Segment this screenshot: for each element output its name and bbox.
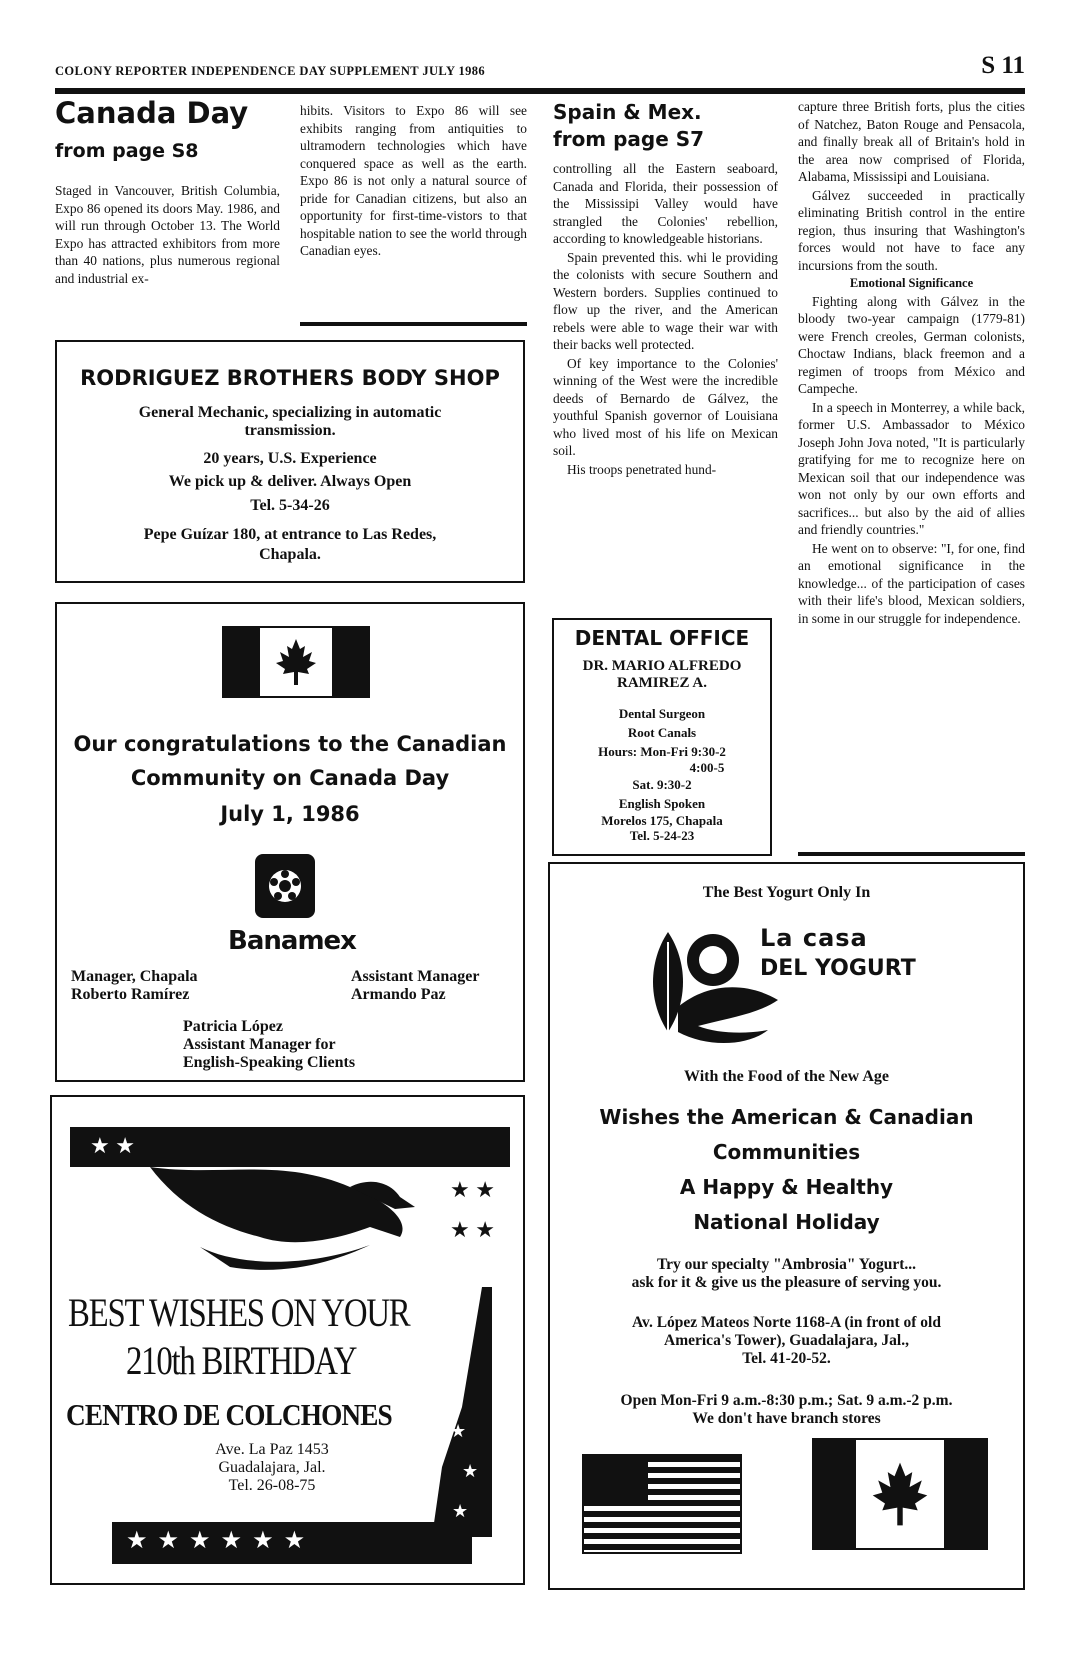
eagle-illustration-icon [70, 1127, 510, 1277]
address-line: Av. López Mateos Norte 1168-A (in front of old [632, 1314, 941, 1331]
phone: Tel. 41-20-52. [742, 1350, 831, 1367]
rodriguez-ad [55, 340, 525, 583]
yogurt-wishes [550, 1100, 1023, 1240]
assistant-name: Armando Paz [351, 986, 446, 1003]
banamex-date: July 1, 1986 [220, 802, 360, 826]
dental-address: Morelos 175, Chapala [601, 813, 723, 828]
hours-value: 4:00-5 [689, 760, 725, 775]
colchones-ad [50, 1095, 525, 1585]
yogurt-address [560, 1314, 1013, 1368]
patricia-name: Patricia López [183, 1018, 283, 1035]
flag-drape-icon [422, 1287, 502, 1537]
spain-mex-col2 [798, 98, 1025, 628]
svg-text:★ ★: ★ ★ [90, 1133, 135, 1158]
masthead [55, 52, 1025, 94]
svg-text:★ ★: ★ ★ [450, 1177, 495, 1202]
doctor-name: RAMIREZ A. [616, 675, 707, 691]
patricia-title: English-Speaking Clients [183, 1054, 356, 1071]
hours-value: Mon-Fri 9:30-2 [640, 744, 726, 759]
dental-title: DENTAL OFFICE [574, 626, 750, 650]
banamex-congrats: Community on Canada Day [130, 766, 450, 790]
yogurt-tagline: With the Food of the New Age [683, 1068, 890, 1085]
try-line: Try our specialty "Ambrosia" Yogurt... [656, 1256, 917, 1273]
hours-value: Sat. 9:30-2 [632, 777, 692, 792]
banamex-assistant [351, 968, 479, 1004]
dental-details [554, 704, 770, 843]
svg-text:★: ★ [452, 1501, 469, 1521]
rodriguez-line: We pick up & deliver. Always Open [168, 473, 412, 490]
yogurt-brand: La casa [760, 924, 868, 952]
dental-specialty: Root Canals [627, 725, 697, 740]
spain-mex-paragraph: controlling all the Eastern seaboard, Canada and Florida, their possession of the Mississipi Valley would have strangled the Colonies' rebellion, according to knowledgeable historians. [553, 161, 778, 246]
yogurt-brand: DEL YOGURT [760, 956, 916, 981]
wish-line: A Happy & Healthy [679, 1175, 894, 1199]
wish-line: National Holiday [693, 1210, 880, 1234]
spain-mex-paragraph: Fighting along with Gálvez in the bloody two-year campaign (1779-81) were French creoles, German colonists, Choctaw Indians, black freemon and a regimen of troops from México and Campeche. [798, 293, 1025, 396]
spain-mex-paragraph: Spain prevented this. whi le providing the colonists with secure Southern and Western borders. Supplies continued to flow up the river, and the American rebels were able to wage their war with their backs well protected. [553, 249, 778, 352]
doctor-name: DR. MARIO ALFREDO [582, 658, 742, 674]
colchones-address [172, 1441, 372, 1495]
manager-name: Roberto Ramírez [71, 986, 190, 1003]
address-line: Ave. La Paz 1453 [215, 1441, 329, 1458]
canada-day-paragraph: Staged in Vancouver, British Columbia, Expo 86 opened its doors May. 1986, and will run through October 13. The World Expo has attracted exhibitors from more than 40 nations, plus numerous regional and industrial ex- [55, 183, 280, 286]
spain-mex-paragraph: He went on to observe: "I, for one, find an emotional significance in the knowledge... of the participation of cases with their life's blood, Mexican soldiers, in some in our struggle for independence. [798, 540, 1025, 626]
banamex-ad [55, 602, 525, 1082]
divider [300, 322, 527, 326]
spain-mex-paragraph: Of key importance to the Colonies' winning of the West were the incredible deeds of Bernardo de Gálvez, the youthful Spanish governor of Louisiana who lived most of his life on Mexican soil. [553, 355, 778, 458]
dental-doctor [554, 658, 770, 692]
rodriguez-line: General Mechanic, specializing in automatic transmission. [138, 404, 442, 439]
hours-line: Open Mon-Fri 9 a.m.-8:30 p.m.; Sat. 9 a.m.-2 p.m. [620, 1392, 953, 1409]
svg-text:★: ★ [450, 1421, 467, 1441]
spain-mex-paragraph: capture three British forts, plus the cities of Natchez, Baton Rouge and Pensacola, and finally break all of Britain's hold in the area now comprised of Florida, Alabama, Mississipi and Louisiana. [798, 99, 1025, 184]
stars-band-icon: ★★★★★★ [112, 1522, 472, 1564]
yogurt-try [550, 1256, 1023, 1292]
dental-phone: Tel. 5-24-23 [629, 828, 695, 843]
spain-mex-col1 [553, 160, 778, 479]
us-flag-icon [582, 1454, 742, 1554]
rodriguez-title: RODRIGUEZ BROTHERS BODY SHOP [80, 366, 500, 390]
rodriguez-address: Pepe Guízar 180, at entrance to Las Redes, Chapala. [143, 526, 437, 563]
spain-mex-paragraph: His troops penetrated hund- [567, 461, 717, 477]
address-line: America's Tower), Guadalajara, Jal., [664, 1332, 909, 1349]
banamex-manager [71, 968, 198, 1004]
hours-line: We don't have branch stores [692, 1410, 881, 1427]
canada-day-jump: from page S8 [55, 140, 199, 162]
rodriguez-line: 20 years, U.S. Experience [203, 450, 377, 467]
colchones-name: CENTRO DE COLCHONES [66, 1397, 392, 1432]
banamex-logo-icon [255, 854, 315, 918]
hours-label: Hours: [598, 744, 638, 759]
canada-day-col2 [300, 102, 527, 261]
dental-ad [552, 618, 772, 856]
spain-mex-paragraph: In a speech in Monterrey, a while back, former U.S. Ambassador to México Joseph John Jova noted, "It is particularly gratifying for me to recognize here on Mexican soil that our independence was won not only by our own efforts and sacrifices... but also by the aid of allies and friendly countries." [798, 399, 1025, 537]
wish-line: Wishes the American & Canadian [599, 1105, 974, 1129]
manager-title: Manager, Chapala [71, 968, 198, 985]
spain-mex-headline: Spain & Mex. [553, 100, 702, 124]
canada-flag-icon [812, 1438, 988, 1550]
banamex-congrats: Our congratulations to the Canadian [73, 732, 507, 756]
canada-day-col1 [55, 182, 280, 288]
yogurt-top: The Best Yogurt Only In [702, 884, 871, 901]
wish-line: Communities [712, 1140, 861, 1164]
banamex-wordmark: Banamex [228, 926, 356, 956]
dental-english: English Spoken [618, 796, 706, 811]
dental-specialty: Dental Surgeon [618, 706, 706, 721]
canada-day-headline: Canada Day [55, 96, 249, 130]
yogurt-hours [550, 1392, 1023, 1428]
yogurt-ad [548, 862, 1025, 1590]
patricia-title: Assistant Manager for [183, 1036, 336, 1053]
banamex-patricia [183, 1018, 355, 1072]
colchones-headline: BEST WISHES ON YOUR [68, 1290, 410, 1335]
divider [798, 852, 1025, 856]
rodriguez-phone: Tel. 5-34-26 [250, 497, 330, 514]
try-line: ask for it & give us the pleasure of serving you. [631, 1274, 942, 1291]
address-line: Guadalajara, Jal. [218, 1459, 326, 1476]
svg-text:★ ★: ★ ★ [450, 1217, 495, 1242]
canada-day-paragraph: hibits. Visitors to Expo 86 will see exhibits ranging from antiquities to ultramodern technologies which have conquered space as well as the earth. Expo 86 is not only a natural source of pride for Canadian citizens, but also an opportunity for first-time-vistors to that hospitable nation to see the world through Canadian eyes. [300, 103, 527, 258]
spain-mex-jump: from page S7 [553, 127, 705, 151]
spain-mex-paragraph: Gálvez succeeded in practically eliminating British control in the entire region, thus insuring that Washington's forces would not have to face any incursions from the south. [798, 187, 1025, 273]
colchones-headline: 210th BIRTHDAY [126, 1338, 357, 1383]
canada-flag-icon [222, 626, 370, 698]
page-number: S 11 [981, 52, 1025, 79]
svg-text:★: ★ [462, 1461, 479, 1481]
assistant-title: Assistant Manager [351, 968, 480, 985]
masthead-title: COLONY REPORTER INDEPENDENCE DAY SUPPLEMENT JULY 1986 [55, 64, 486, 78]
spain-mex-subhead: Emotional Significance [849, 276, 974, 290]
phone: Tel. 26-08-75 [228, 1477, 316, 1494]
